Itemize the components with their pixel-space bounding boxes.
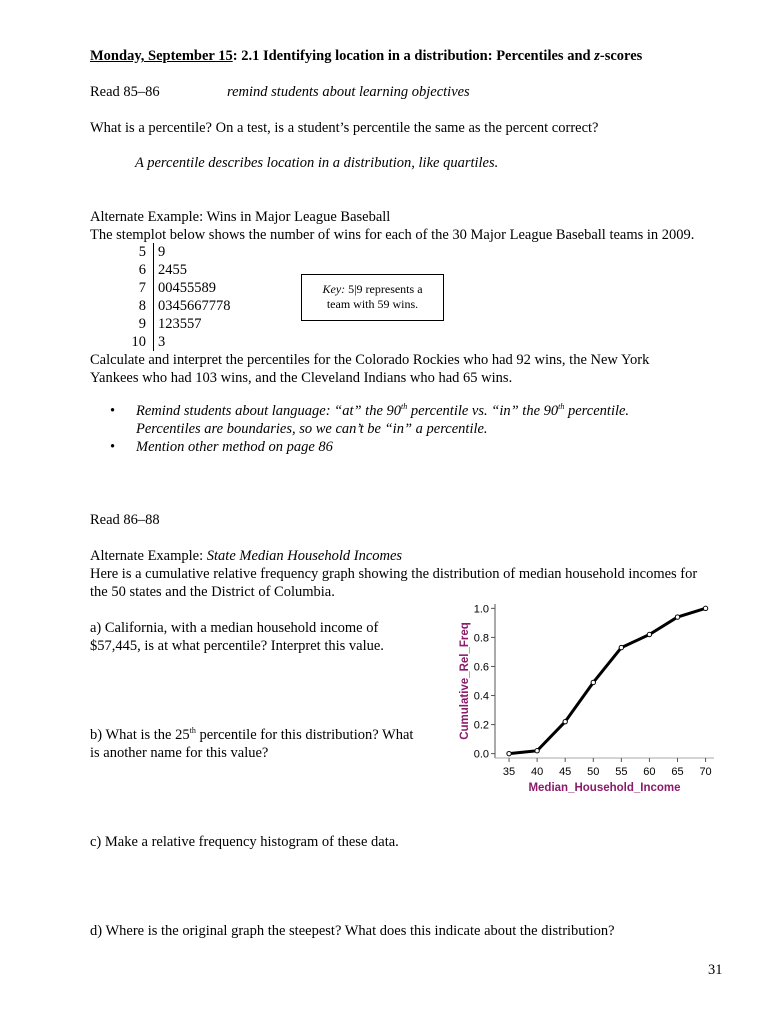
- x-tick-label: 65: [671, 766, 684, 778]
- x-tick-label: 50: [587, 766, 600, 778]
- data-point: [647, 632, 651, 636]
- y-tick-label: 0.4: [473, 690, 489, 703]
- question-c: c) Make a relative frequency histogram of these data.: [90, 834, 399, 850]
- x-tick-label: 45: [559, 766, 572, 778]
- data-point: [675, 615, 679, 619]
- data-point: [507, 751, 511, 755]
- y-tick-label: 0.6: [473, 661, 489, 674]
- y-axis-label: Cumulative_Rel_Freq: [459, 622, 471, 740]
- title-date: Monday, September 15: [90, 48, 233, 64]
- y-tick-label: 1.0: [473, 603, 489, 616]
- list-item: • Mention other method on page 86: [110, 439, 333, 455]
- data-point: [619, 645, 623, 649]
- x-tick-label: 55: [615, 766, 628, 778]
- y-tick-label: 0.2: [473, 719, 489, 732]
- stemplot-key: Key: 5|9 represents a team with 59 wins.: [301, 274, 444, 321]
- example1-title: Alternate Example: Wins in Major League Baseball: [90, 209, 391, 225]
- question-percentile: What is a percentile? On a test, is a student’s percentile the same as the percent correct?: [90, 120, 599, 136]
- stem-row: 5 9: [138, 244, 166, 260]
- example1-intro: The stemplot below shows the number of wins for each of the 30 Major League Baseball teams in 2009.: [90, 227, 695, 243]
- question-d: d) Where is the original graph the steepest? What does this indicate about the distribution?: [90, 923, 615, 939]
- question-a-line2: $57,445, is at what percentile? Interpret this value.: [90, 638, 384, 654]
- page-title: Monday, September 15: 2.1 Identifying location in a distribution: Percentiles and z-scores: [90, 48, 643, 64]
- x-tick-label: 35: [502, 766, 516, 778]
- answer-percentile: A percentile describes location in a distribution, like quartiles.: [135, 155, 499, 171]
- y-tick-label: 0.8: [473, 632, 489, 645]
- data-point: [591, 680, 595, 684]
- stem-row: 6 2455: [138, 262, 187, 278]
- bullet-icon: •: [110, 439, 116, 455]
- read-86-88: Read 86–88: [90, 512, 160, 528]
- x-axis-label: Median_Household_Income: [528, 782, 681, 794]
- teaching-notes: [106, 402, 726, 456]
- example1-task-line1: Calculate and interpret the percentiles for the Colorado Rockies who had 92 wins, the New York: [90, 352, 650, 368]
- question-b-line1: b) What is the 25th percentile for this distribution? What: [90, 726, 414, 743]
- example1-task-line2: Yankees who had 103 wins, and the Cleveland Indians who had 65 wins.: [90, 370, 513, 386]
- read-85-86: Read 85–86: [90, 84, 160, 100]
- cumulative-frequency-chart: [450, 598, 730, 803]
- question-a-line1: a) California, with a median household income of: [90, 620, 379, 636]
- example2-intro-line2: the 50 states and the District of Columbia.: [90, 584, 335, 600]
- x-tick-label: 40: [530, 766, 544, 778]
- example2-intro-line1: Here is a cumulative relative frequency graph showing the distribution of median household incomes for: [90, 566, 698, 582]
- bullet-icon: •: [110, 403, 116, 419]
- stem-row: 9 123557: [138, 316, 202, 332]
- stem-row: 7 00455589: [138, 280, 216, 296]
- list-item: • Remind students about language: “at” the 90th percentile vs. “in” the 90th percentile. Percentiles are boundaries, so we can’t be “in” a percentile.: [110, 402, 630, 437]
- stem-row: 8 0345667778: [138, 298, 231, 314]
- data-point: [703, 606, 707, 610]
- data-point: [563, 719, 567, 723]
- data-line: [509, 608, 706, 753]
- question-b-line2: is another name for this value?: [90, 745, 269, 761]
- stem-row: 10 3: [131, 334, 166, 350]
- x-tick-label: 60: [643, 766, 656, 778]
- y-tick-label: 0.0: [473, 748, 489, 761]
- read-note: remind students about learning objectives: [227, 84, 470, 100]
- page-number: 31: [708, 962, 723, 978]
- x-tick-label: 70: [699, 766, 712, 778]
- data-point: [535, 749, 539, 753]
- example2-title: Alternate Example: State Median Household Incomes: [90, 548, 403, 564]
